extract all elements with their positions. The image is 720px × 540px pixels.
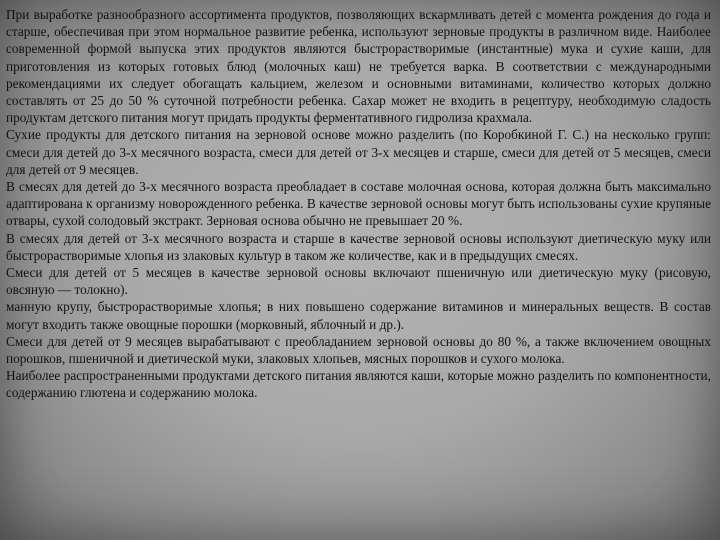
paragraph-from-3-months: В смесях для детей от 3-х месячного возраста и старше в качестве зерновой основы используют диетическую муку или быстрорастворимые хлопья из злаковых культур в таком же количестве, как и в предыдущих смесях. [6,230,711,263]
paragraph-semolina: манную крупу, быстрорастворимые хлопья; в них повышено содержание витаминов и минеральных веществ. В состав могут входить также овощные порошки (морковный, яблочный и др.). [6,299,711,332]
paragraph-from-9-months: Смеси для детей от 9 месяцев вырабатывают с преобладанием зерновой основы до 80 %, а также включением овощных порошков, пшеничной и диетической муки, злаковых хлопьев, мясных порошков и сухого молока. [6,333,711,367]
paragraph-from-5-months: Смеси для детей от 5 месяцев в качестве зерновой основы включают пшеничную или диетическую муку (рисовую, овсяную — толокно). [6,265,711,298]
document-text [6,6,711,402]
paragraph-groups: Сухие продукты для детского питания на зерновой основе можно разделить (по Коробкиной Г. С.) на несколько групп: смеси для детей до 3-х месячного возраста, смеси для детей от 3-х месяцев и старше, смеси для детей от 5 месяцев, смеси для детей от 9 месяцев. [6,127,711,177]
paragraph-common-products: Наиболее распространенными продуктами детского питания являются каши, которые можно разделить по компонентности, содержанию глютена и содержанию молока. [6,368,711,401]
paragraph-intro: При выработке разнообразного ассортимента продуктов, позволяющих вскармливать детей с момента рождения до года и старше, обеспечивая при этом нормальное развитие ребенка, используют зерновые продукты в различном виде. Наиболее современной формой выпуска этих продуктов являются быстрорастворимые (инстантные) мука и сухие каши, для приготовления из которых готовых блюд (молочных каш) не требуется варка. В соответствии с международными рекомендациями их следует обогащать кальцием, железом и основными витаминами, количество которых должно составлять от 25 до 50 % суточной потребности ребенка. Сахар может не входить в рецептуру, необходимую сладость продуктам детского питания могут придать продукты ферментативного гидролиза крахмала. [6,7,711,126]
paragraph-under-3-months: В смесях для детей до 3-х месячного возраста преобладает в составе молочная основа, которая должна быть максимально адаптирована к организму новорожденного ребенка. В качестве зерновой основы могут быть использованы сухие крупяные отвары, сухой солодовый экстракт. Зерновая основа обычно не превышает 20 %. [6,179,711,229]
